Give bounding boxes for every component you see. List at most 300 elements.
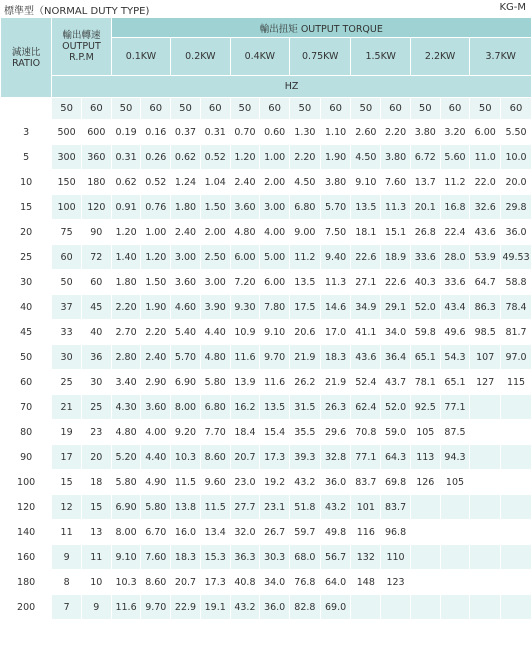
- torque-cell: 10.0: [501, 145, 532, 170]
- torque-cell: [351, 595, 381, 620]
- torque-cell: 0.31: [200, 120, 230, 145]
- torque-cell: 14.6: [320, 295, 351, 320]
- rpm-cell: 36: [81, 345, 111, 370]
- torque-cell: 32.8: [320, 445, 351, 470]
- torque-cell: [501, 395, 532, 420]
- ratio-cell: 200: [1, 595, 52, 620]
- torque-cell: 2.40: [171, 220, 201, 245]
- table-row: [1, 120, 532, 145]
- torque-cell: 94.3: [440, 445, 470, 470]
- torque-cell: 32.0: [230, 520, 260, 545]
- torque-cell: 70.8: [351, 420, 381, 445]
- hz-value: 60: [501, 98, 532, 120]
- torque-cell: 2.80: [111, 345, 141, 370]
- torque-cell: 35.5: [290, 420, 321, 445]
- torque-cell: 13.5: [351, 195, 381, 220]
- torque-cell: 2.00: [200, 220, 230, 245]
- table-row: [1, 420, 532, 445]
- torque-cell: 3.80: [410, 120, 440, 145]
- torque-cell: 22.6: [351, 245, 381, 270]
- hz-value: 50: [230, 98, 260, 120]
- torque-cell: 17.5: [290, 295, 321, 320]
- torque-cell: 0.16: [141, 120, 171, 145]
- table-row: [1, 245, 532, 270]
- torque-cell: 0.37: [171, 120, 201, 145]
- torque-cell: 20.7: [230, 445, 260, 470]
- torque-cell: 1.00: [141, 220, 171, 245]
- torque-cell: 0.60: [260, 120, 290, 145]
- hz-value: 60: [141, 98, 171, 120]
- torque-cell: 41.1: [351, 320, 381, 345]
- torque-cell: 20.6: [290, 320, 321, 345]
- rpm-cell: 17: [52, 445, 82, 470]
- torque-cell: 31.5: [290, 395, 321, 420]
- torque-cell: 69.8: [381, 470, 411, 495]
- torque-cell: 9.00: [290, 220, 321, 245]
- torque-cell: 2.40: [230, 170, 260, 195]
- rpm-cell: 11: [81, 545, 111, 570]
- rpm-cell: 72: [81, 245, 111, 270]
- torque-cell: 77.1: [440, 395, 470, 420]
- torque-cell: 5.70: [320, 195, 351, 220]
- torque-cell: 21.9: [320, 370, 351, 395]
- torque-cell: 9.60: [200, 470, 230, 495]
- rpm-cell: 60: [81, 270, 111, 295]
- torque-cell: 10.3: [111, 570, 141, 595]
- torque-cell: 1.90: [141, 295, 171, 320]
- ratio-cell: 40: [1, 295, 52, 320]
- torque-cell: 7.50: [320, 220, 351, 245]
- torque-cell: 83.7: [351, 470, 381, 495]
- rpm-cell: 150: [52, 170, 82, 195]
- torque-cell: 1.24: [171, 170, 201, 195]
- torque-cell: 81.7: [501, 320, 532, 345]
- torque-cell: 26.8: [410, 220, 440, 245]
- rpm-cell: 600: [81, 120, 111, 145]
- hz-header: HZ: [52, 76, 532, 98]
- torque-cell: 16.0: [171, 520, 201, 545]
- torque-cell: 2.40: [141, 345, 171, 370]
- torque-cell: 5.80: [141, 495, 171, 520]
- torque-cell: 49.53: [501, 245, 532, 270]
- hz-value: 50: [111, 98, 141, 120]
- rpm-cell: 120: [81, 195, 111, 220]
- table-row: [1, 145, 532, 170]
- torque-cell: 52.0: [381, 395, 411, 420]
- torque-cell: 26.3: [320, 395, 351, 420]
- torque-cell: 20.7: [171, 570, 201, 595]
- torque-cell: 1.90: [320, 145, 351, 170]
- torque-cell: 5.00: [260, 245, 290, 270]
- torque-cell: 18.3: [171, 545, 201, 570]
- torque-cell: 4.40: [141, 445, 171, 470]
- torque-cell: 1.50: [141, 270, 171, 295]
- table-row: [1, 470, 532, 495]
- table-row: [1, 195, 532, 220]
- torque-cell: 87.5: [440, 420, 470, 445]
- torque-cell: 6.90: [111, 495, 141, 520]
- torque-cell: 43.4: [440, 295, 470, 320]
- power-header: 2.2KW: [410, 38, 469, 76]
- torque-cell: 0.76: [141, 195, 171, 220]
- torque-cell: 52.4: [351, 370, 381, 395]
- torque-cell: 39.3: [290, 445, 321, 470]
- torque-cell: 123: [381, 570, 411, 595]
- torque-cell: 101: [351, 495, 381, 520]
- hz-value: 60: [440, 98, 470, 120]
- torque-cell: 7.70: [200, 420, 230, 445]
- torque-cell: [501, 595, 532, 620]
- torque-cell: 6.00: [230, 245, 260, 270]
- torque-cell: 77.1: [351, 445, 381, 470]
- torque-cell: 53.9: [470, 245, 501, 270]
- torque-cell: 6.80: [200, 395, 230, 420]
- torque-cell: 23.0: [230, 470, 260, 495]
- torque-cell: 97.0: [501, 345, 532, 370]
- torque-cell: 82.8: [290, 595, 321, 620]
- torque-cell: [470, 395, 501, 420]
- torque-cell: 4.80: [230, 220, 260, 245]
- torque-cell: 11.5: [200, 495, 230, 520]
- table-row: [1, 595, 532, 620]
- torque-cell: 132: [351, 545, 381, 570]
- hz-value: 60: [381, 98, 411, 120]
- rpm-cell: 50: [52, 270, 82, 295]
- torque-cell: [470, 570, 501, 595]
- torque-cell: [470, 445, 501, 470]
- torque-cell: 4.80: [200, 345, 230, 370]
- torque-cell: 13.5: [260, 395, 290, 420]
- torque-cell: 76.8: [290, 570, 321, 595]
- table-row: [1, 170, 532, 195]
- torque-cell: 5.60: [440, 145, 470, 170]
- hz-value: 50: [171, 98, 201, 120]
- ratio-cell: 45: [1, 320, 52, 345]
- torque-cell: 11.6: [230, 345, 260, 370]
- ratio-cell: 70: [1, 395, 52, 420]
- torque-cell: 2.50: [200, 245, 230, 270]
- torque-cell: 1.00: [260, 145, 290, 170]
- torque-cell: 1.40: [111, 245, 141, 270]
- torque-cell: 22.0: [470, 170, 501, 195]
- ratio-cell: 20: [1, 220, 52, 245]
- torque-cell: 40.8: [230, 570, 260, 595]
- torque-cell: 0.62: [111, 170, 141, 195]
- rpm-cell: 12: [52, 495, 82, 520]
- torque-cell: [440, 570, 470, 595]
- torque-cell: 9.30: [230, 295, 260, 320]
- table-row: [1, 545, 532, 570]
- rpm-cell: 75: [52, 220, 82, 245]
- torque-cell: 5.80: [200, 370, 230, 395]
- torque-cell: [470, 595, 501, 620]
- torque-cell: 10.3: [171, 445, 201, 470]
- power-header: 0.75KW: [290, 38, 351, 76]
- torque-cell: [410, 520, 440, 545]
- ratio-cell: 30: [1, 270, 52, 295]
- torque-cell: 4.80: [111, 420, 141, 445]
- torque-cell: 19.2: [260, 470, 290, 495]
- rpm-cell: 19: [52, 420, 82, 445]
- torque-cell: [410, 570, 440, 595]
- power-header: 1.5KW: [351, 38, 410, 76]
- rpm-cell: 30: [81, 370, 111, 395]
- torque-cell: 3.60: [141, 395, 171, 420]
- torque-cell: [440, 545, 470, 570]
- table-row: [1, 570, 532, 595]
- torque-cell: [410, 545, 440, 570]
- hz-value: 60: [200, 98, 230, 120]
- rpm-cell: 40: [81, 320, 111, 345]
- torque-cell: 18.4: [230, 420, 260, 445]
- torque-cell: 7.60: [141, 545, 171, 570]
- table-row: [1, 370, 532, 395]
- torque-cell: 59.8: [410, 320, 440, 345]
- torque-cell: 0.52: [141, 170, 171, 195]
- torque-cell: 11.3: [320, 270, 351, 295]
- torque-cell: 11.6: [260, 370, 290, 395]
- torque-cell: 9.10: [351, 170, 381, 195]
- hz-value: 60: [260, 98, 290, 120]
- torque-cell: 36.3: [230, 545, 260, 570]
- ratio-cell: 50: [1, 345, 52, 370]
- torque-cell: 6.70: [141, 520, 171, 545]
- torque-cell: 6.90: [171, 370, 201, 395]
- torque-cell: [501, 520, 532, 545]
- torque-cell: 3.60: [230, 195, 260, 220]
- torque-cell: 3.00: [171, 245, 201, 270]
- torque-cell: 3.80: [320, 170, 351, 195]
- torque-cell: 43.6: [470, 220, 501, 245]
- torque-cell: 65.1: [410, 345, 440, 370]
- torque-cell: 65.1: [440, 370, 470, 395]
- torque-cell: 5.80: [111, 470, 141, 495]
- ratio-cell: 140: [1, 520, 52, 545]
- torque-cell: 2.00: [260, 170, 290, 195]
- rpm-cell: 23: [81, 420, 111, 445]
- torque-cell: 15.1: [381, 220, 411, 245]
- torque-cell: 148: [351, 570, 381, 595]
- torque-cell: 64.7: [470, 270, 501, 295]
- torque-cell: 98.5: [470, 320, 501, 345]
- torque-cell: 54.3: [440, 345, 470, 370]
- torque-cell: 4.50: [351, 145, 381, 170]
- table-row: [1, 495, 532, 520]
- torque-cell: 1.80: [111, 270, 141, 295]
- torque-cell: [410, 595, 440, 620]
- torque-cell: 6.00: [260, 270, 290, 295]
- torque-cell: 4.30: [111, 395, 141, 420]
- torque-cell: 4.90: [141, 470, 171, 495]
- torque-cell: 20.0: [501, 170, 532, 195]
- table-row: [1, 345, 532, 370]
- rpm-cell: 25: [52, 370, 82, 395]
- torque-cell: 29.1: [381, 295, 411, 320]
- rpm-cell: 60: [52, 245, 82, 270]
- ratio-cell: 60: [1, 370, 52, 395]
- power-header: 3.7KW: [470, 38, 532, 76]
- torque-cell: 43.7: [381, 370, 411, 395]
- rpm-cell: 180: [81, 170, 111, 195]
- torque-cell: 9.20: [171, 420, 201, 445]
- torque-cell: 62.4: [351, 395, 381, 420]
- torque-cell: 0.31: [111, 145, 141, 170]
- rpm-cell: 25: [81, 395, 111, 420]
- rpm-cell: 13: [81, 520, 111, 545]
- torque-cell: 40.3: [410, 270, 440, 295]
- torque-cell: 43.2: [320, 495, 351, 520]
- torque-cell: 36.0: [320, 470, 351, 495]
- torque-cell: 17.3: [200, 570, 230, 595]
- torque-cell: 0.70: [230, 120, 260, 145]
- torque-cell: 7.80: [260, 295, 290, 320]
- torque-cell: 2.90: [141, 370, 171, 395]
- power-header: 0.1KW: [111, 38, 170, 76]
- torque-cell: 11.5: [171, 470, 201, 495]
- ratio-cell: 160: [1, 545, 52, 570]
- page-title: 標準型（NORMAL DUTY TYPE): [4, 6, 150, 17]
- torque-cell: 9.70: [141, 595, 171, 620]
- torque-cell: 3.00: [260, 195, 290, 220]
- torque-cell: [501, 495, 532, 520]
- torque-cell: 5.50: [501, 120, 532, 145]
- hz-value: 60: [81, 98, 111, 120]
- ratio-cell: 100: [1, 470, 52, 495]
- ratio-cell: 15: [1, 195, 52, 220]
- rpm-cell: 10: [81, 570, 111, 595]
- torque-cell: 13.4: [200, 520, 230, 545]
- torque-cell: [440, 520, 470, 545]
- torque-cell: 15.4: [260, 420, 290, 445]
- torque-cell: 69.0: [320, 595, 351, 620]
- rpm-cell: 7: [52, 595, 82, 620]
- hz-value: 50: [290, 98, 321, 120]
- torque-cell: 9.40: [320, 245, 351, 270]
- ratio-cell: 25: [1, 245, 52, 270]
- torque-cell: [470, 495, 501, 520]
- torque-cell: 4.00: [141, 420, 171, 445]
- torque-cell: 7.60: [381, 170, 411, 195]
- torque-cell: 11.6: [111, 595, 141, 620]
- torque-cell: 11.0: [470, 145, 501, 170]
- table-row: [1, 320, 532, 345]
- torque-cell: 43.6: [351, 345, 381, 370]
- rpm-cell: 11: [52, 520, 82, 545]
- torque-cell: 8.60: [200, 445, 230, 470]
- torque-cell: 9.70: [260, 345, 290, 370]
- torque-cell: 11.2: [440, 170, 470, 195]
- torque-cell: 86.3: [470, 295, 501, 320]
- rpm-cell: 15: [81, 495, 111, 520]
- torque-cell: 1.30: [290, 120, 321, 145]
- torque-cell: 10.9: [230, 320, 260, 345]
- rpm-cell: 300: [52, 145, 82, 170]
- torque-cell: 23.1: [260, 495, 290, 520]
- ratio-cell: 5: [1, 145, 52, 170]
- torque-cell: 107: [470, 345, 501, 370]
- table-row: [1, 220, 532, 245]
- table-row: [1, 270, 532, 295]
- torque-cell: 4.60: [171, 295, 201, 320]
- torque-cell: 58.8: [501, 270, 532, 295]
- torque-cell: 1.20: [230, 145, 260, 170]
- rpm-cell: 37: [52, 295, 82, 320]
- torque-cell: 17.3: [260, 445, 290, 470]
- rpm-cell: 15: [52, 470, 82, 495]
- torque-cell: 2.60: [351, 120, 381, 145]
- hz-value: 50: [351, 98, 381, 120]
- torque-cell: 105: [440, 470, 470, 495]
- table-row: [1, 395, 532, 420]
- torque-cell: 27.7: [230, 495, 260, 520]
- torque-cell: 36.4: [381, 345, 411, 370]
- rpm-cell: 360: [81, 145, 111, 170]
- torque-cell: 68.0: [290, 545, 321, 570]
- power-header: 0.4KW: [230, 38, 289, 76]
- ratio-cell: 120: [1, 495, 52, 520]
- torque-cell: 64.0: [320, 570, 351, 595]
- torque-cell: 9.10: [260, 320, 290, 345]
- torque-cell: 113: [410, 445, 440, 470]
- torque-cell: 26.7: [260, 520, 290, 545]
- rpm-cell: 9: [81, 595, 111, 620]
- torque-cell: 34.0: [260, 570, 290, 595]
- torque-cell: 4.00: [260, 220, 290, 245]
- ratio-cell: 180: [1, 570, 52, 595]
- torque-cell: 29.8: [501, 195, 532, 220]
- torque-cell: 9.10: [111, 545, 141, 570]
- torque-cell: 18.9: [381, 245, 411, 270]
- torque-cell: 8.00: [111, 520, 141, 545]
- torque-cell: 1.20: [141, 245, 171, 270]
- torque-cell: 33.6: [440, 270, 470, 295]
- torque-cell: 30.3: [260, 545, 290, 570]
- torque-cell: 96.8: [381, 520, 411, 545]
- torque-cell: 5.20: [111, 445, 141, 470]
- torque-cell: 6.80: [290, 195, 321, 220]
- torque-cell: 8.60: [141, 570, 171, 595]
- torque-cell: 110: [381, 545, 411, 570]
- torque-cell: 83.7: [381, 495, 411, 520]
- torque-cell: 29.6: [320, 420, 351, 445]
- torque-cell: 2.20: [381, 120, 411, 145]
- torque-cell: 22.4: [440, 220, 470, 245]
- torque-cell: 28.0: [440, 245, 470, 270]
- page-header: [0, 0, 532, 17]
- torque-cell: 16.8: [440, 195, 470, 220]
- rpm-cell: 90: [81, 220, 111, 245]
- torque-cell: 17.0: [320, 320, 351, 345]
- torque-cell: 36.0: [501, 220, 532, 245]
- torque-cell: 59.7: [290, 520, 321, 545]
- torque-cell: [501, 470, 532, 495]
- torque-cell: 1.50: [200, 195, 230, 220]
- torque-cell: 5.40: [171, 320, 201, 345]
- torque-cell: 64.3: [381, 445, 411, 470]
- torque-cell: 13.9: [230, 370, 260, 395]
- torque-cell: 1.10: [320, 120, 351, 145]
- torque-cell: [381, 595, 411, 620]
- hz-value: 50: [52, 98, 82, 120]
- torque-cell: 105: [410, 420, 440, 445]
- torque-cell: 8.00: [171, 395, 201, 420]
- torque-cell: 6.72: [410, 145, 440, 170]
- ratio-cell: 90: [1, 445, 52, 470]
- rpm-cell: 20: [81, 445, 111, 470]
- ratio-cell: 10: [1, 170, 52, 195]
- torque-cell: 3.20: [440, 120, 470, 145]
- torque-cell: 78.1: [410, 370, 440, 395]
